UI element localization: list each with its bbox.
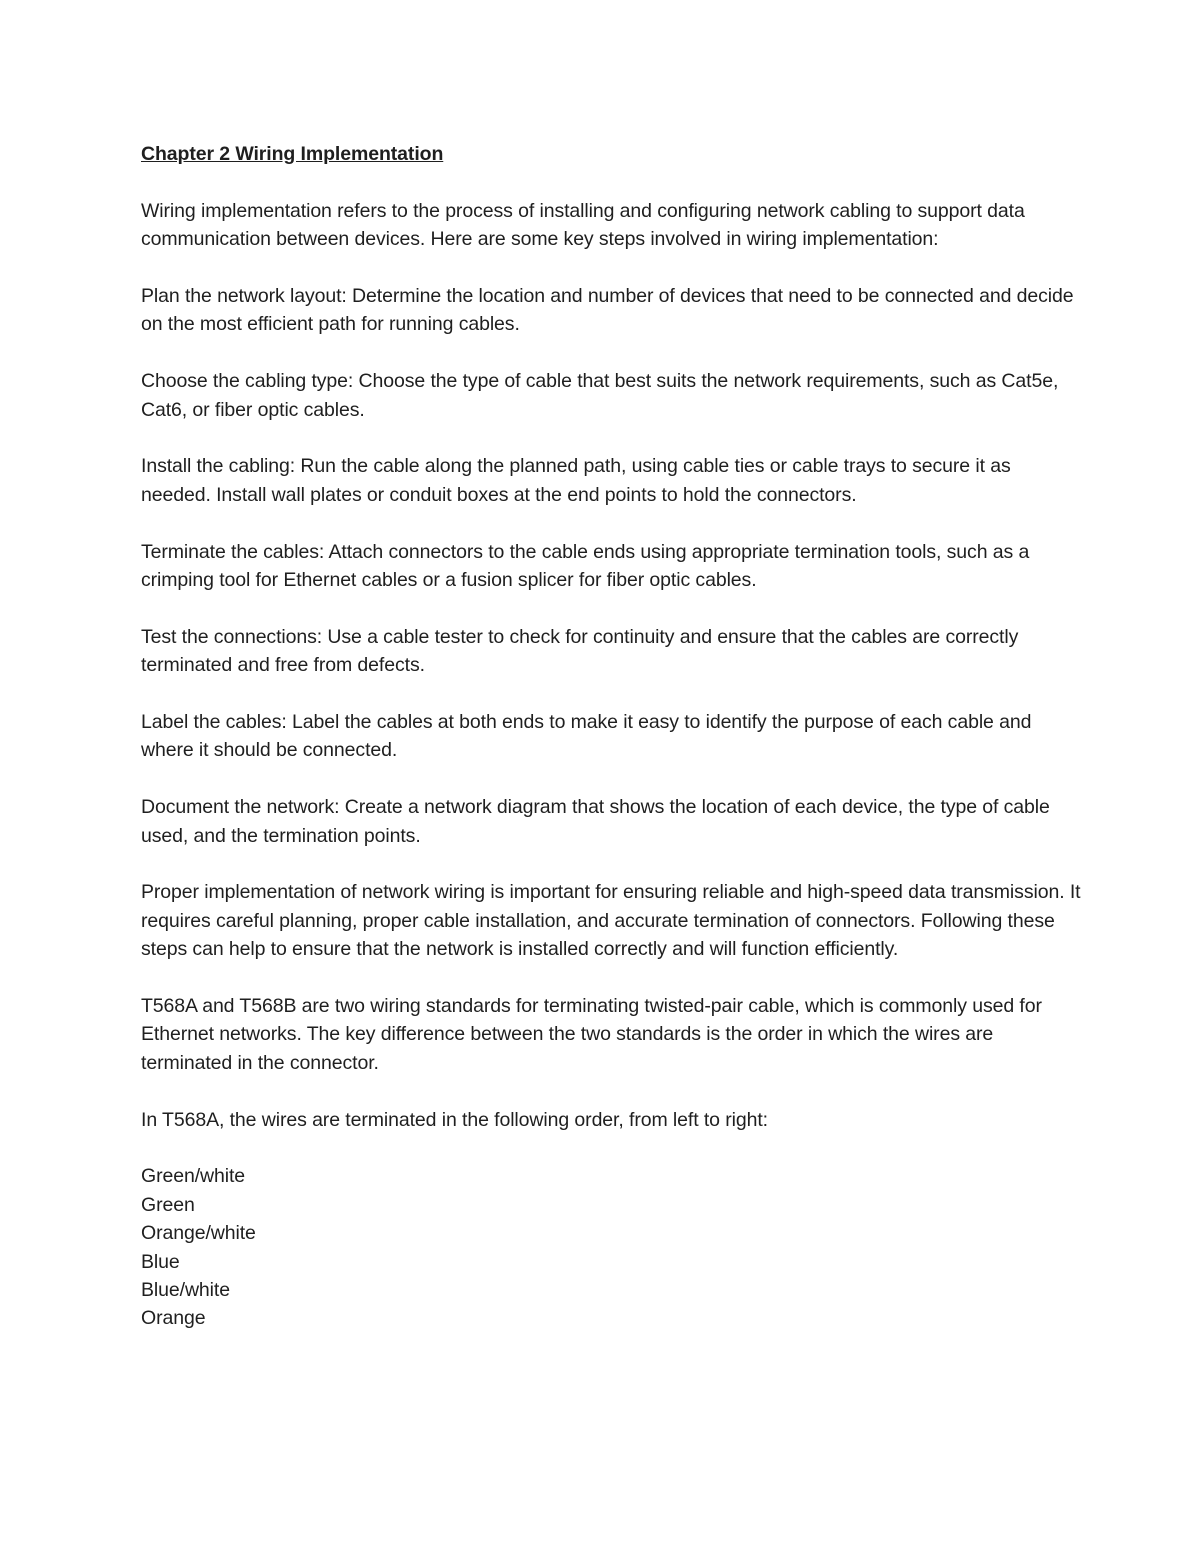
page-title: Chapter 2 Wiring Implementation — [141, 143, 444, 165]
list-item: Green/white — [141, 1165, 246, 1188]
list-item: Orange — [141, 1307, 206, 1330]
step-terminate-cables: Terminate the cables: Attach connectors to the cable ends using appropriate termination tools, such as a crimping tool for Ethernet cables or a fusion splicer for fiber optic cables. — [141, 540, 1030, 592]
intro-paragraph: Wiring implementation refers to the process of installing and configuring network cabling to support data communication between devices. Here are some key steps involved in wiring implementation: — [141, 199, 1025, 251]
summary-paragraph: Proper implementation of network wiring is important for ensuring reliable and high-speed data transmission. It requires careful planning, proper cable installation, and accurate termination of connectors. Following these steps can help to ensure that the network is installed correctly and will function efficiently. — [141, 881, 1081, 961]
list-item: Green — [141, 1193, 195, 1216]
step-plan-layout: Plan the network layout: Determine the location and number of devices that need to be connected and decide on the most efficient path for running cables. — [141, 285, 1074, 336]
step-label-cables: Label the cables: Label the cables at both ends to make it easy to identify the purpose of each cable and where it should be connected. — [141, 711, 1032, 762]
step-document-network: Document the network: Create a network diagram that shows the location of each device, the type of cable used, and the termination points. — [141, 796, 1050, 847]
step-test-connections: Test the connections: Use a cable tester to check for continuity and ensure that the cables are correctly terminated and free from defects. — [141, 625, 1019, 677]
document-page — [141, 140, 1081, 1333]
step-install-cabling: Install the cabling: Run the cable along the planned path, using cable ties or cable trays to secure it as needed. Install wall plates or conduit boxes at the end points to hold the connectors. — [141, 455, 1011, 506]
list-item: Blue/white — [141, 1279, 230, 1302]
step-choose-cabling: Choose the cabling type: Choose the type of cable that best suits the network requirements, such as Cat5e, Cat6, or fiber optic cables. — [141, 370, 1059, 421]
t568a-intro: In T568A, the wires are terminated in the following order, from left to right: — [141, 1108, 768, 1131]
list-item: Blue — [141, 1250, 180, 1273]
wire-order-list — [141, 1162, 1081, 1332]
standards-paragraph: T568A and T568B are two wiring standards for terminating twisted-pair cable, which is commonly used for Ethernet networks. The key difference between the two standards is the order in which the wires are terminated in the connector. — [141, 995, 1042, 1074]
list-item: Orange/white — [141, 1222, 256, 1245]
